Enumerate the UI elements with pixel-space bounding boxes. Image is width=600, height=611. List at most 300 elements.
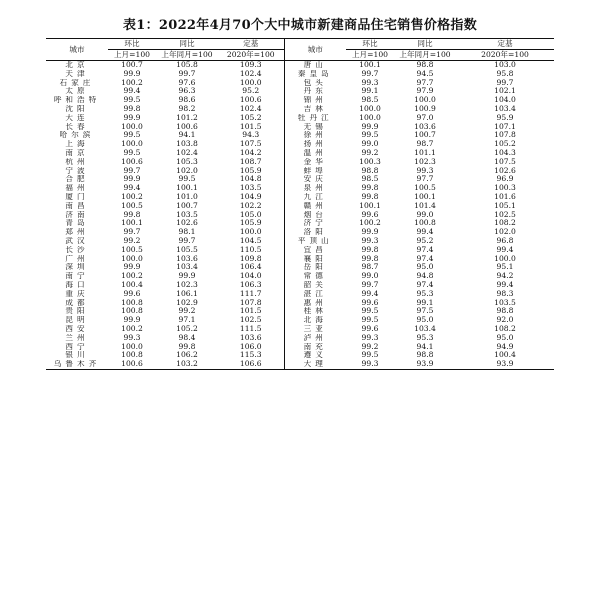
left-city-name: 厦门 [65, 192, 89, 201]
left-mom-value: 99.9 [123, 316, 141, 325]
left-yoy-value: 101.2 [176, 113, 198, 122]
header-fixed-base-right: 2020年=100 [456, 50, 554, 61]
table-row [46, 299, 554, 308]
right-city-name: 平顶山 [284, 237, 346, 246]
left-yoy-value: 103.8 [176, 140, 198, 149]
right-fixed-value: 103.4 [494, 104, 516, 113]
right-mom-value: 99.3 [346, 360, 394, 369]
header-city-left: 城市 [46, 39, 108, 61]
right-mom-value: 98.5 [361, 175, 379, 184]
right-fixed-value: 95.8 [496, 69, 514, 78]
right-yoy-value: 103.4 [414, 324, 436, 333]
left-city-name: 北京 [65, 60, 89, 69]
left-mom-value: 99.7 [123, 228, 141, 237]
right-yoy-value: 97.4 [416, 254, 434, 263]
right-yoy-value: 97.7 [416, 175, 434, 184]
right-yoy-value: 99.4 [416, 228, 434, 237]
table-row [46, 237, 554, 246]
left-city-name: 合肥 [65, 175, 89, 184]
right-mom-value: 99.7 [361, 69, 379, 78]
right-city-name: 吉林 [284, 105, 346, 114]
right-city-name: 北海 [284, 316, 346, 325]
left-city-name: 贵阳 [65, 307, 89, 316]
left-yoy-value: 105.2 [176, 324, 198, 333]
left-city-name: 海口 [65, 280, 89, 289]
right-city-name: 南充 [284, 343, 346, 352]
left-city-name: 济南 [65, 210, 89, 219]
right-mom-value: 99.5 [361, 307, 379, 316]
left-city-name: 长春 [65, 122, 89, 131]
left-fixed-value: 104.2 [239, 148, 262, 157]
right-mom-value: 98.5 [361, 96, 379, 105]
left-fixed-value: 106.0 [239, 342, 262, 351]
left-fixed-value: 100.0 [239, 228, 262, 237]
left-mom-value: 99.6 [123, 289, 141, 298]
left-fixed-value: 94.3 [242, 131, 260, 140]
table-row [46, 255, 554, 264]
left-mom-value: 99.5 [123, 96, 141, 105]
left-yoy-value: 103.5 [176, 210, 198, 219]
left-city-name: 哈尔滨 [59, 131, 95, 140]
right-fixed-value: 102.0 [494, 228, 516, 237]
table-row [46, 140, 554, 149]
left-mom-value: 100.0 [121, 254, 143, 263]
left-yoy-value: 97.6 [178, 78, 196, 87]
right-fixed-value: 95.0 [496, 333, 514, 342]
right-fixed-value: 96.8 [496, 236, 514, 245]
left-yoy-value: 99.7 [178, 69, 196, 78]
table-row [46, 87, 554, 96]
right-yoy-value: 100.0 [414, 96, 436, 105]
right-yoy-value: 101.4 [414, 201, 436, 210]
left-mom-value: 99.4 [123, 184, 141, 193]
left-city-name: 沈阳 [65, 104, 89, 113]
right-fixed-value: 99.4 [496, 280, 514, 289]
right-city-name: 三亚 [284, 325, 346, 334]
right-mom-value: 99.3 [361, 333, 379, 342]
right-yoy-value: 100.7 [414, 131, 436, 140]
table-row [46, 70, 554, 79]
right-mom-value: 99.2 [361, 342, 379, 351]
left-mom-value: 100.8 [121, 307, 143, 316]
left-city-name: 杭州 [65, 157, 89, 166]
left-yoy-value: 98.1 [178, 228, 196, 237]
right-mom-value: 99.9 [361, 228, 379, 237]
left-yoy-value: 102.9 [176, 298, 198, 307]
table-row [46, 61, 554, 70]
right-city-name: 泉州 [284, 184, 346, 193]
table-row [46, 281, 554, 290]
left-mom-value: 99.9 [123, 113, 141, 122]
right-city-name: 无锡 [284, 123, 346, 132]
table-row [46, 123, 554, 132]
table-row [46, 316, 554, 325]
left-city-name: 兰州 [65, 333, 89, 342]
left-fixed-value: 95.2 [242, 87, 260, 96]
left-mom-value: 100.0 [121, 140, 143, 149]
right-yoy-value: 101.1 [414, 148, 436, 157]
right-yoy-value: 97.4 [416, 280, 434, 289]
right-yoy-value: 98.8 [416, 60, 434, 69]
right-city-name: 扬州 [284, 140, 346, 149]
left-fixed-value: 101.5 [239, 122, 262, 131]
left-fixed-value: 102.4 [239, 69, 262, 78]
header-city-right: 城市 [284, 39, 346, 61]
left-yoy-value: 100.1 [176, 184, 198, 193]
table-row [46, 105, 554, 114]
left-yoy-value: 102.6 [176, 219, 198, 228]
right-city-name: 烟台 [284, 211, 346, 220]
left-fixed-value: 107.5 [239, 140, 262, 149]
left-city-name: 上海 [65, 140, 89, 149]
right-fixed-value: 95.1 [496, 263, 514, 272]
right-fixed-value: 100.0 [494, 254, 516, 263]
right-fixed-value: 105.1 [494, 201, 516, 210]
left-fixed-value: 103.6 [239, 333, 262, 342]
table-row [46, 334, 554, 343]
right-fixed-value: 103.5 [494, 298, 516, 307]
right-mom-value: 98.8 [361, 166, 379, 175]
left-yoy-value: 99.8 [178, 342, 196, 351]
header-fixed-left: 定基 [218, 39, 284, 50]
right-mom-value: 99.5 [361, 351, 379, 360]
left-fixed-value: 102.5 [239, 316, 262, 325]
header-yoy-right: 同比 [394, 39, 456, 50]
right-yoy-value: 93.9 [394, 360, 456, 369]
right-yoy-value: 103.6 [414, 122, 436, 131]
right-fixed-value: 100.4 [494, 351, 516, 360]
table-row [46, 290, 554, 299]
left-yoy-value: 100.6 [176, 122, 198, 131]
right-fixed-value: 99.7 [496, 78, 514, 87]
right-mom-value: 99.6 [361, 298, 379, 307]
right-yoy-value: 100.1 [414, 192, 436, 201]
right-yoy-value: 95.3 [416, 333, 434, 342]
left-fixed-value: 102.4 [239, 104, 262, 113]
right-yoy-value: 98.7 [416, 140, 434, 149]
right-fixed-value: 108.2 [494, 219, 516, 228]
right-fixed-value: 102.6 [494, 166, 516, 175]
right-city-name: 韶关 [284, 281, 346, 290]
table-row [46, 343, 554, 352]
table-row [46, 263, 554, 272]
header-yoy-base-left: 上年同月=100 [156, 50, 218, 61]
right-city-name: 襄阳 [284, 255, 346, 264]
right-city-name: 丹东 [284, 87, 346, 96]
header-mom-base-left: 上月=100 [108, 50, 156, 61]
table-row [46, 114, 554, 123]
left-yoy-value: 102.4 [176, 148, 198, 157]
table-row [46, 193, 554, 202]
header-mom-base-right: 上月=100 [346, 50, 394, 61]
right-city-name: 安庆 [284, 175, 346, 184]
left-mom-value: 99.5 [123, 148, 141, 157]
left-fixed-value: 106.6 [218, 360, 284, 369]
right-mom-value: 99.8 [361, 184, 379, 193]
right-yoy-value: 97.9 [416, 87, 434, 96]
left-mom-value: 100.2 [121, 324, 143, 333]
left-city-name: 呼和浩特 [53, 96, 101, 105]
left-fixed-value: 105.9 [239, 219, 262, 228]
right-fixed-value: 107.1 [494, 122, 516, 131]
right-yoy-value: 100.8 [414, 219, 436, 228]
right-fixed-value: 100.3 [494, 184, 516, 193]
right-mom-value: 99.8 [361, 245, 379, 254]
price-index-table [46, 38, 554, 370]
left-mom-value: 100.5 [121, 201, 143, 210]
left-city-name: 深圳 [65, 263, 89, 272]
right-yoy-value: 95.3 [416, 289, 434, 298]
right-mom-value: 99.3 [361, 78, 379, 87]
right-city-name: 大理 [284, 360, 346, 369]
right-mom-value: 99.5 [361, 316, 379, 325]
header-yoy-base-right: 上年同月=100 [394, 50, 456, 61]
left-fixed-value: 109.3 [239, 60, 262, 69]
left-fixed-value: 105.0 [239, 210, 262, 219]
left-fixed-value: 104.9 [239, 192, 262, 201]
left-yoy-value: 98.2 [178, 104, 196, 113]
right-city-name: 岳阳 [284, 263, 346, 272]
right-city-name: 宜昌 [284, 246, 346, 255]
left-mom-value: 100.6 [121, 157, 143, 166]
right-fixed-value: 108.2 [494, 324, 516, 333]
left-yoy-value: 99.7 [178, 236, 196, 245]
right-city-name: 唐山 [284, 61, 346, 70]
right-mom-value: 99.2 [361, 148, 379, 157]
right-fixed-value: 102.1 [494, 87, 516, 96]
right-mom-value: 100.3 [359, 157, 381, 166]
left-fixed-value: 100.6 [239, 96, 262, 105]
right-fixed-value: 103.0 [494, 60, 516, 69]
right-fixed-value: 101.6 [494, 192, 516, 201]
left-yoy-value: 100.7 [176, 201, 198, 210]
right-city-name: 赣州 [284, 202, 346, 211]
left-mom-value: 100.2 [121, 78, 143, 87]
right-yoy-value: 97.0 [416, 113, 434, 122]
left-yoy-value: 98.4 [178, 333, 196, 342]
right-city-name: 徐州 [284, 131, 346, 140]
left-mom-value: 100.0 [121, 342, 143, 351]
left-mom-value: 99.3 [123, 333, 141, 342]
right-city-name: 牡丹江 [284, 114, 346, 123]
left-yoy-value: 99.2 [178, 307, 196, 316]
right-yoy-value: 95.2 [416, 236, 434, 245]
right-mom-value: 100.2 [359, 219, 381, 228]
right-city-name: 济宁 [284, 219, 346, 228]
left-fixed-value: 101.5 [239, 307, 262, 316]
left-city-name: 西安 [65, 324, 89, 333]
right-yoy-value: 97.4 [416, 245, 434, 254]
right-city-name: 湛江 [284, 290, 346, 299]
right-fixed-value: 94.9 [496, 342, 514, 351]
left-yoy-value: 103.4 [176, 263, 198, 272]
left-yoy-value: 106.2 [176, 351, 198, 360]
right-fixed-value: 102.5 [494, 210, 516, 219]
left-city-name: 广州 [65, 254, 89, 263]
left-fixed-value: 105.9 [239, 166, 262, 175]
table-row [46, 219, 554, 228]
left-yoy-value: 99.9 [178, 272, 196, 281]
right-yoy-value: 94.8 [416, 272, 434, 281]
right-yoy-value: 97.7 [416, 78, 434, 87]
right-fixed-value: 99.4 [496, 245, 514, 254]
left-mom-value: 100.4 [121, 280, 143, 289]
left-fixed-value: 102.2 [239, 201, 262, 210]
left-mom-value: 100.6 [108, 360, 156, 369]
right-mom-value: 99.1 [361, 87, 379, 96]
right-fixed-value: 96.9 [496, 175, 514, 184]
right-city-name: 锦州 [284, 96, 346, 105]
left-yoy-value: 101.0 [176, 192, 198, 201]
left-fixed-value: 107.8 [239, 298, 262, 307]
right-mom-value: 99.6 [361, 324, 379, 333]
left-yoy-value: 105.8 [176, 60, 198, 69]
left-city-name: 重庆 [65, 289, 89, 298]
right-yoy-value: 102.3 [414, 157, 436, 166]
left-mom-value: 100.8 [121, 298, 143, 307]
left-city-name: 天津 [65, 69, 89, 78]
right-yoy-value: 99.1 [416, 298, 434, 307]
right-yoy-value: 99.0 [416, 210, 434, 219]
right-yoy-value: 94.5 [416, 69, 434, 78]
left-mom-value: 100.0 [121, 122, 143, 131]
right-yoy-value: 100.9 [414, 104, 436, 113]
header-mom-right: 环比 [346, 39, 394, 50]
right-mom-value: 100.1 [359, 201, 381, 210]
left-fixed-value: 111.7 [239, 289, 262, 298]
right-yoy-value: 99.3 [416, 166, 434, 175]
left-mom-value: 99.8 [123, 104, 141, 113]
right-mom-value: 99.9 [361, 122, 379, 131]
right-city-name: 洛阳 [284, 228, 346, 237]
left-fixed-value: 100.0 [239, 78, 262, 87]
left-city-name: 西宁 [65, 342, 89, 351]
table-row [46, 307, 554, 316]
table-title: 表1：2022年4月70个大中城市新建商品住宅销售价格指数 [122, 18, 478, 33]
left-city-name: 大连 [65, 113, 89, 122]
left-mom-value: 100.2 [121, 272, 143, 281]
table-row [46, 149, 554, 158]
left-yoy-value: 99.5 [178, 175, 196, 184]
left-city-name: 长沙 [65, 245, 89, 254]
table-row [46, 167, 554, 176]
left-mom-value: 99.9 [123, 263, 141, 272]
left-mom-value: 99.2 [123, 236, 141, 245]
table-row [46, 246, 554, 255]
right-fixed-value: 104.3 [494, 148, 516, 157]
right-city-name: 包头 [284, 79, 346, 88]
left-fixed-value: 115.3 [239, 351, 262, 360]
right-mom-value: 99.0 [361, 140, 379, 149]
table-row [46, 272, 554, 281]
right-city-name: 温州 [284, 149, 346, 158]
left-mom-value: 99.5 [123, 131, 141, 140]
table-body [46, 61, 554, 370]
left-yoy-value: 103.2 [156, 360, 218, 369]
table-row [46, 202, 554, 211]
right-mom-value: 100.0 [359, 113, 381, 122]
left-fixed-value: 104.8 [239, 175, 262, 184]
table-row [46, 158, 554, 167]
right-yoy-value: 95.0 [416, 316, 434, 325]
right-fixed-value: 94.2 [496, 272, 514, 281]
table-row [46, 184, 554, 193]
right-fixed-value: 104.0 [494, 96, 516, 105]
right-city-name: 秦皇岛 [284, 70, 346, 79]
left-fixed-value: 106.4 [239, 263, 262, 272]
right-yoy-value: 97.5 [416, 307, 434, 316]
left-fixed-value: 103.5 [239, 184, 262, 193]
left-city-name: 太原 [65, 87, 89, 96]
left-city-name: 成都 [65, 298, 89, 307]
left-mom-value: 99.9 [123, 69, 141, 78]
right-city-name: 桂林 [284, 307, 346, 316]
table-row [46, 79, 554, 88]
right-mom-value: 99.6 [361, 210, 379, 219]
left-yoy-value: 102.0 [176, 166, 198, 175]
right-mom-value: 99.8 [361, 254, 379, 263]
table-row [46, 360, 554, 369]
left-fixed-value: 108.7 [239, 157, 262, 166]
right-mom-value: 99.3 [361, 236, 379, 245]
header-fixed-right: 定基 [456, 39, 554, 50]
left-mom-value: 99.7 [123, 166, 141, 175]
right-fixed-value: 92.0 [496, 316, 514, 325]
left-fixed-value: 105.2 [239, 113, 262, 122]
left-mom-value: 100.8 [121, 351, 143, 360]
right-mom-value: 99.7 [361, 280, 379, 289]
left-mom-value: 100.5 [121, 245, 143, 254]
right-mom-value: 99.5 [361, 131, 379, 140]
right-fixed-value: 95.9 [496, 113, 514, 122]
right-mom-value: 99.4 [361, 289, 379, 298]
right-city-name: 蚌埠 [284, 167, 346, 176]
right-fixed-value: 107.5 [494, 157, 516, 166]
right-yoy-value: 98.8 [416, 351, 434, 360]
left-mom-value: 100.2 [121, 192, 143, 201]
right-fixed-value: 98.8 [496, 307, 514, 316]
table-row [46, 351, 554, 360]
left-yoy-value: 106.1 [176, 289, 198, 298]
left-fixed-value: 106.3 [239, 280, 262, 289]
left-yoy-value: 105.3 [176, 157, 198, 166]
right-city-name: 惠州 [284, 299, 346, 308]
right-fixed-value: 105.2 [494, 140, 516, 149]
left-city-name: 南京 [65, 148, 89, 157]
right-yoy-value: 100.5 [414, 184, 436, 193]
table-row [46, 228, 554, 237]
right-mom-value: 98.7 [361, 263, 379, 272]
left-mom-value: 99.9 [123, 175, 141, 184]
header-mom-left: 环比 [108, 39, 156, 50]
right-fixed-value: 107.8 [494, 131, 516, 140]
right-city-name: 常德 [284, 272, 346, 281]
table-row [46, 96, 554, 105]
left-city-name: 青岛 [65, 219, 89, 228]
header-fixed-base-left: 2020年=100 [218, 50, 284, 61]
left-city-name: 银川 [65, 351, 89, 360]
left-fixed-value: 111.5 [239, 324, 262, 333]
right-mom-value: 99.8 [361, 192, 379, 201]
right-mom-value: 100.1 [359, 60, 381, 69]
left-mom-value: 99.8 [123, 210, 141, 219]
left-city-name: 乌鲁木齐 [46, 360, 108, 369]
left-yoy-value: 94.1 [178, 131, 196, 140]
right-mom-value: 100.0 [359, 104, 381, 113]
left-city-name: 武汉 [65, 236, 89, 245]
left-yoy-value: 102.3 [176, 280, 198, 289]
left-yoy-value: 96.3 [178, 87, 196, 96]
